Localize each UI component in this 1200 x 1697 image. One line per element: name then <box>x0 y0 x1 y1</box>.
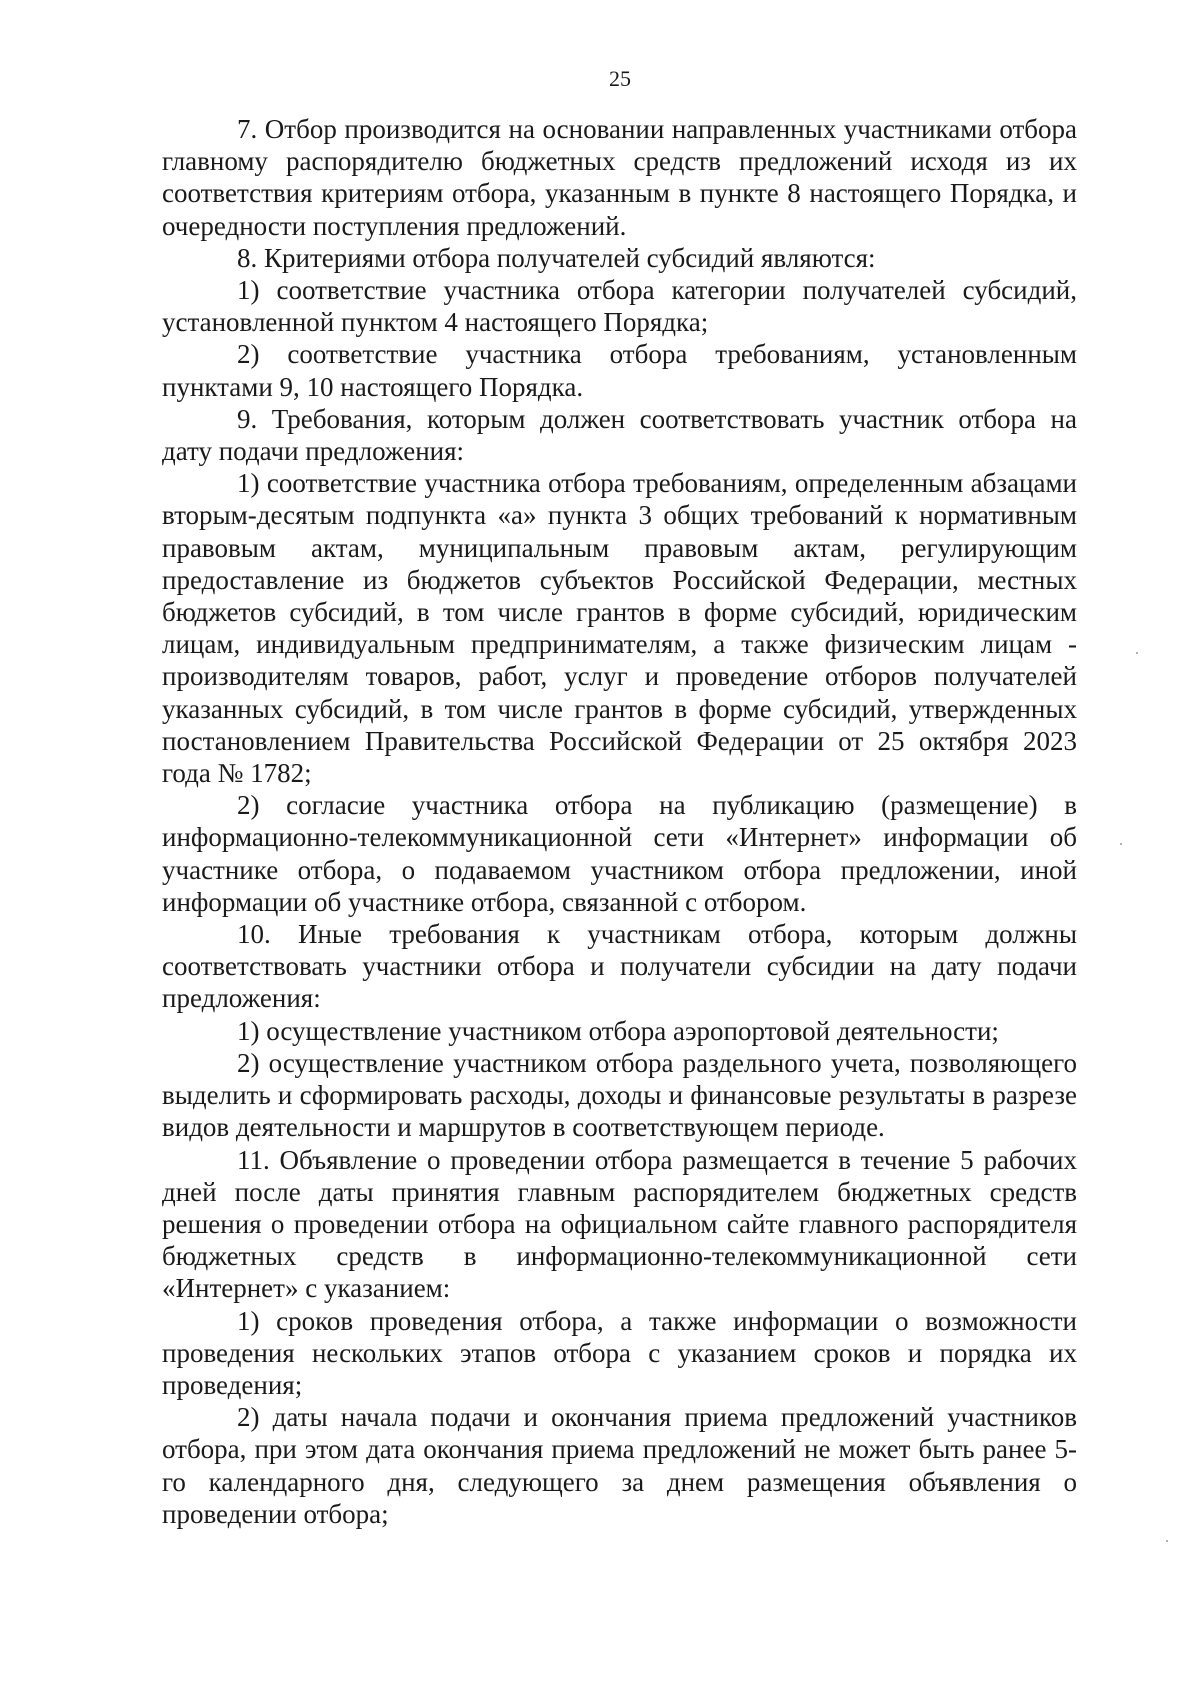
paragraph-9-item-2: 2) согласие участника отбора на публикацию (размещение) в информационно-телекоммуникационной сети «Интернет» информации об участнике отбора, о подаваемом участником отбора предложении, иной информации об участнике отбора, связанной с отбором. <box>162 790 1077 917</box>
paragraph-8-item-2: 2) соответствие участника отбора требованиям, установленным пунктами 9, 10 настоящего Порядка. <box>162 339 1077 402</box>
paragraph-8: 8. Критериями отбора получателей субсидий являются: <box>237 242 876 273</box>
paragraph-11-item-2: 2) даты начала подачи и окончания приема предложений участников отбора, при этом дата окончания приема предложений не может быть ранее 5-го календарного дня, следующего за днем размещения объявления о проведении отбора; <box>162 1402 1077 1529</box>
paragraph-8-item-1: 1) соответствие участника отбора категории получателей субсидий, установленной пунктом 4 настоящего Порядка; <box>162 275 1077 338</box>
paragraph-10: 10. Иные требования к участникам отбора, которым должны соответствовать участники отбора и получатели субсидии на дату подачи предложения: <box>162 919 1077 1014</box>
page-number: 25 <box>609 66 631 91</box>
paragraph-10-item-2: 2) осуществление участником отбора раздельного учета, позволяющего выделить и сформировать расходы, доходы и финансовые результаты в разрезе видов деятельности и маршрутов в соответствующем периоде. <box>162 1047 1077 1143</box>
paragraph-9: 9. Требования, которым должен соответствовать участник отбора на дату подачи предложения: <box>162 403 1077 467</box>
scan-speck <box>1136 652 1138 654</box>
scan-speck <box>1166 1540 1168 1542</box>
paragraph-9-item-1: 1) соответствие участника отбора требованиям, определенным абзацами вторым-десятым подпункта «а» пункта 3 общих требований к нормативным правовым актам, муниципальным правовым актам, регулирующим предоставление из бюджетов субъектов Российской Федерации, местных бюджетов субсидий, в том числе грантов в форме субсидий, юридическим лицам, индивидуальным предпринимателям, а также физическим лицам - производителям товаров, работ, услуг и проведение отборов получателей указанных субсидий, в том числе грантов в форме субсидий, утвержденных постановлением Правительства Российской Федерации от 25 октября 2023 года № 1782; <box>162 468 1077 789</box>
paragraph-11: 11. Объявление о проведении отбора размещается в течение 5 рабочих дней после даты принятия главным распорядителем бюджетных средств решения о проведении отбора на официальном сайте главного распорядителя бюджетных средств в информационно-телекоммуникационной сети «Интернет» с указанием: <box>162 1144 1077 1304</box>
document-body <box>162 113 1077 1530</box>
scan-speck <box>1120 843 1122 845</box>
paragraph-7: 7. Отбор производится на основании направленных участниками отбора главному распорядителю бюджетных средств предложений исходя из их соответствия критериям отбора, указанным в пункте 8 настоящего Порядка, и очередности поступления предложений. <box>162 114 1077 241</box>
paragraph-10-item-1: 1) осуществление участником отбора аэропортовой деятельности; <box>237 1015 999 1046</box>
paragraph-11-item-1: 1) сроков проведения отбора, а также информации о возможности проведения нескольких этапов отбора с указанием сроков и порядка их проведения; <box>162 1305 1077 1400</box>
